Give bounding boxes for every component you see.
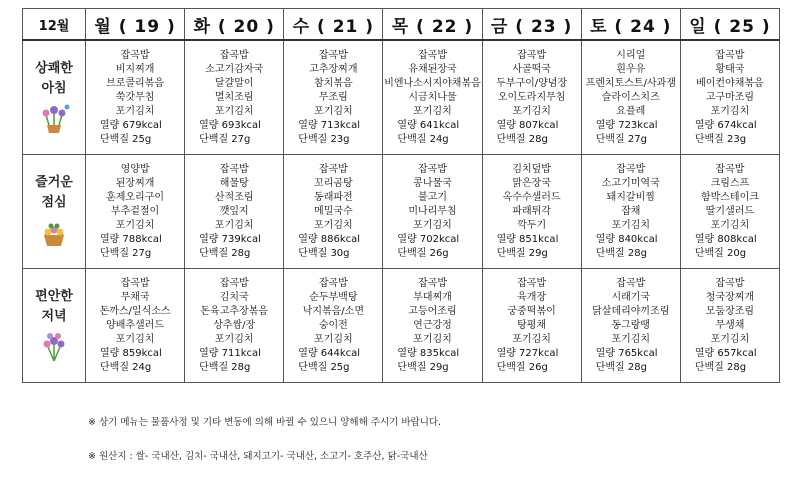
menu-item: 상추쌈/장 [213, 319, 256, 331]
menu-cell-lunch-wed [284, 155, 383, 269]
menu-item: 청국장찌개 [705, 291, 755, 303]
menu-item: 불고기 [418, 191, 447, 203]
menu-item: 미나리무침 [408, 205, 457, 217]
menu-item: 잡곡밥 [418, 163, 447, 175]
flower-bunch-icon [23, 329, 85, 367]
menu-item: 프렌치토스트/사과잼 [585, 77, 676, 89]
calorie-value: 열량 835kcal [397, 347, 460, 359]
menu-item: 흰우유 [616, 63, 646, 75]
menu-item: 딸기샐러드 [705, 205, 755, 217]
menu-item: 깍두기 [517, 219, 547, 231]
day-name: 일 [689, 16, 707, 37]
menu-item: 잡곡밥 [715, 163, 745, 175]
menu-item: 베이컨야채볶음 [696, 77, 764, 89]
disclaimer-note: ※ 상기 메뉴는 물품사정 및 기타 변동에 의해 바뀔 수 있으니 양해해 주시기 바랍니다. [88, 417, 442, 428]
day-date: ( 21 ) [317, 16, 375, 37]
menu-item: 탕평채 [517, 319, 547, 331]
menu-cell-breakfast-mon [86, 40, 185, 155]
menu-cell-breakfast-tue [185, 40, 284, 155]
menu-cell-dinner-fri [482, 269, 581, 383]
menu-item: 함박스테이크 [700, 191, 759, 203]
menu-cell-lunch-tue [185, 155, 284, 269]
menu-item: 포기김치 [710, 105, 750, 117]
menu-item: 포기김치 [512, 333, 551, 345]
menu-item: 양배추샐러드 [106, 319, 165, 331]
calorie-value: 열량 859kcal [100, 347, 162, 359]
menu-item: 깻잎지 [219, 205, 249, 217]
menu-item: 잡곡밥 [318, 49, 348, 61]
day-date: ( 24 ) [614, 16, 672, 37]
menu-item: 멸치조림 [214, 91, 254, 103]
menu-item: 포기김치 [611, 333, 651, 345]
protein-value: 단백질 30g [298, 247, 350, 259]
menu-item: 잡곡밥 [120, 277, 150, 289]
protein-value: 단백질 27g [199, 133, 251, 145]
day-header-fri [482, 9, 581, 41]
menu-item: 낙지볶음/소면 [302, 305, 365, 317]
calorie-value: 열량 840kcal [595, 233, 658, 245]
protein-value: 단백질 28g [595, 361, 647, 373]
day-name: 금 [490, 16, 509, 37]
protein-value: 단백질 26g [397, 247, 449, 259]
menu-item: 쑥갓무침 [115, 91, 155, 103]
menu-cell-breakfast-sun [680, 40, 779, 155]
menu-item: 무조림 [318, 91, 348, 103]
menu-item: 시금치나물 [408, 91, 457, 103]
menu-item: 시래기국 [611, 291, 651, 303]
flower-basket-icon [23, 215, 85, 253]
calorie-value: 열량 713kcal [298, 119, 361, 131]
day-name: 월 [94, 16, 112, 37]
calorie-value: 열량 644kcal [298, 347, 361, 359]
menu-item: 잡곡밥 [120, 49, 150, 61]
menu-item: 포기김치 [710, 333, 750, 345]
menu-item: 소고기미역국 [601, 177, 660, 189]
menu-item: 된장찌개 [115, 177, 155, 189]
menu-item: 잡곡밥 [318, 277, 348, 289]
calorie-value: 열량 641kcal [397, 119, 460, 131]
weekly-menu-table [22, 8, 780, 383]
menu-item: 돈육고추장볶음 [200, 305, 269, 317]
menu-item: 잡곡밥 [517, 49, 547, 61]
meal-label-breakfast [23, 40, 86, 155]
menu-cell-dinner-sun [680, 269, 779, 383]
protein-value: 단백질 25g [100, 133, 152, 145]
protein-value: 단백질 28g [694, 361, 747, 373]
menu-item: 비엔나소시지야채볶음 [384, 77, 481, 89]
menu-item: 무채국 [120, 291, 150, 303]
protein-value: 단백질 28g [199, 361, 251, 373]
menu-item: 포기김치 [214, 105, 254, 117]
protein-value: 단백질 29g [397, 361, 449, 373]
protein-value: 단백질 26g [496, 361, 548, 373]
calorie-value: 열량 674kcal [694, 119, 757, 131]
menu-item: 모둠장조림 [705, 305, 755, 317]
flower-pot-icon [23, 101, 85, 139]
menu-item: 동그랑땡 [611, 319, 651, 331]
day-name: 목 [391, 16, 410, 37]
menu-item: 오이도라지무침 [497, 91, 566, 103]
meal-label-line1: 즐거운 [35, 174, 73, 190]
protein-value: 단백질 23g [298, 133, 350, 145]
menu-item: 김치덮밥 [512, 163, 551, 175]
calorie-value: 열량 711kcal [199, 347, 261, 359]
menu-item: 비지찌개 [115, 63, 155, 75]
menu-item: 해물탕 [219, 177, 249, 189]
meal-row-lunch [23, 155, 780, 269]
protein-value: 단백질 28g [199, 247, 251, 259]
menu-item: 포기김치 [214, 219, 254, 231]
meal-row-breakfast [23, 40, 780, 155]
menu-cell-dinner-thu [383, 269, 482, 383]
menu-item: 잡곡밥 [517, 277, 547, 289]
meal-label-dinner [23, 269, 86, 383]
menu-cell-lunch-mon [86, 155, 185, 269]
menu-item: 콩나물국 [413, 177, 452, 189]
menu-item: 닭살데리야끼조림 [592, 305, 670, 317]
menu-item: 맑은장국 [512, 177, 551, 189]
calorie-value: 열량 693kcal [199, 119, 261, 131]
menu-item: 잡곡밥 [418, 49, 447, 61]
menu-item: 요플레 [616, 105, 646, 117]
protein-value: 단백질 27g [100, 247, 152, 259]
menu-item: 고추장찌개 [309, 63, 358, 75]
menu-item: 부대찌개 [413, 291, 452, 303]
menu-item: 산적조림 [214, 191, 254, 203]
menu-cell-lunch-sat [581, 155, 680, 269]
menu-item: 잡곡밥 [318, 163, 348, 175]
month-label: 12월 [23, 9, 86, 41]
menu-item: 메밀국수 [314, 205, 353, 217]
meal-label-line1: 편안한 [35, 288, 73, 304]
calorie-value: 열량 679kcal [100, 119, 162, 131]
protein-value: 단백질 27g [595, 133, 647, 145]
menu-item: 포기김치 [413, 219, 452, 231]
calorie-value: 열량 727kcal [496, 347, 559, 359]
menu-item: 고구마조림 [705, 91, 755, 103]
menu-cell-lunch-fri [482, 155, 581, 269]
menu-item: 포기김치 [413, 105, 452, 117]
calorie-value: 열량 739kcal [199, 233, 261, 245]
menu-item: 포기김치 [710, 219, 750, 231]
menu-cell-breakfast-thu [383, 40, 482, 155]
menu-cell-dinner-wed [284, 269, 383, 383]
day-name: 화 [193, 16, 211, 37]
calorie-value: 열량 851kcal [496, 233, 559, 245]
menu-item: 잡곡밥 [715, 49, 745, 61]
menu-item: 두부구이/양념장 [496, 77, 568, 89]
menu-item: 황태국 [715, 63, 745, 75]
day-date: ( 20 ) [217, 16, 275, 37]
meal-label-line1: 상쾌한 [35, 60, 73, 76]
calorie-value: 열량 788kcal [100, 233, 162, 245]
calorie-value: 열량 723kcal [595, 119, 658, 131]
menu-item: 포기김치 [611, 219, 651, 231]
menu-cell-dinner-tue [185, 269, 284, 383]
menu-item: 무생채 [715, 319, 745, 331]
menu-item: 포기김치 [314, 219, 353, 231]
menu-cell-breakfast-sat [581, 40, 680, 155]
menu-item: 영양밥 [120, 163, 150, 175]
protein-value: 단백질 29g [496, 247, 548, 259]
menu-item: 옥수수샐러드 [502, 191, 561, 203]
calorie-value: 열량 886kcal [298, 233, 361, 245]
menu-item: 시리얼 [616, 49, 646, 61]
menu-cell-breakfast-wed [284, 40, 383, 155]
menu-item: 숭이전 [318, 319, 348, 331]
menu-item: 잡곡밥 [715, 277, 745, 289]
day-header-mon [86, 9, 185, 41]
menu-item: 돼지갈비찜 [606, 191, 655, 203]
day-header-wed [284, 9, 383, 41]
meal-row-dinner [23, 269, 780, 383]
menu-item: 포기김치 [512, 105, 551, 117]
menu-cell-dinner-mon [86, 269, 185, 383]
protein-value: 단백질 25g [298, 361, 350, 373]
meal-label-line2: 저녁 [41, 308, 67, 324]
menu-item: 육개장 [517, 291, 547, 303]
menu-item: 포기김치 [314, 105, 353, 117]
day-name: 수 [292, 16, 311, 37]
menu-item: 잡곡밥 [616, 163, 646, 175]
protein-value: 단백질 28g [595, 247, 647, 259]
protein-value: 단백질 20g [694, 247, 747, 259]
menu-item: 잡곡밥 [219, 277, 249, 289]
menu-item: 훈제오리구이 [106, 191, 165, 203]
day-date: ( 25 ) [713, 16, 771, 37]
protein-value: 단백질 24g [397, 133, 449, 145]
day-date: ( 22 ) [416, 16, 474, 37]
menu-item: 포기김치 [115, 219, 155, 231]
menu-item: 고등어조림 [408, 305, 457, 317]
menu-item: 동래파전 [314, 191, 353, 203]
menu-item: 사골떡국 [512, 63, 551, 75]
day-header-tue [185, 9, 284, 41]
protein-value: 단백질 23g [694, 133, 747, 145]
day-name: 토 [590, 16, 608, 37]
menu-cell-lunch-thu [383, 155, 482, 269]
menu-item: 달걀말이 [214, 77, 254, 89]
menu-item: 소고기감자국 [205, 63, 264, 75]
calorie-value: 열량 765kcal [595, 347, 658, 359]
menu-item: 잡곡밥 [616, 277, 646, 289]
day-header-thu [383, 9, 482, 41]
menu-item: 부추겉절이 [110, 205, 160, 217]
day-header-sun [680, 9, 779, 41]
day-date: ( 19 ) [118, 16, 176, 37]
menu-item: 순두부백탕 [309, 291, 358, 303]
menu-item: 파래튀각 [512, 205, 551, 217]
menu-cell-breakfast-fri [482, 40, 581, 155]
menu-item: 잡곡밥 [418, 277, 447, 289]
meal-label-lunch [23, 155, 86, 269]
meal-label-line2: 점심 [41, 194, 67, 210]
menu-item: 잡곡밥 [219, 163, 249, 175]
menu-cell-dinner-sat [581, 269, 680, 383]
protein-value: 단백질 28g [496, 133, 548, 145]
menu-item: 돈까스/일식소스 [99, 305, 171, 317]
footnotes [88, 414, 441, 482]
menu-item: 슬라이스치즈 [601, 91, 660, 103]
menu-item: 크림스프 [710, 177, 750, 189]
menu-item: 궁중떡볶이 [507, 305, 556, 317]
calorie-value: 열량 807kcal [496, 119, 559, 131]
menu-item: 브로콜리볶음 [106, 77, 165, 89]
menu-item: 포기김치 [314, 333, 353, 345]
menu-item: 김치국 [219, 291, 249, 303]
menu-item: 포기김치 [115, 105, 155, 117]
meal-label-line2: 아침 [41, 80, 67, 96]
day-date: ( 23 ) [515, 16, 573, 37]
header-row [23, 9, 780, 41]
menu-item: 잡곡밥 [219, 49, 249, 61]
origin-note: ※ 원산지 : 쌀- 국내산, 김치- 국내산, 돼지고기- 국내산, 소고기- 호주산, 닭-국내산 [88, 451, 428, 462]
calorie-value: 열량 808kcal [694, 233, 757, 245]
menu-item: 유채된장국 [408, 63, 457, 75]
menu-item: 참치볶음 [314, 77, 353, 89]
menu-item: 포기김치 [115, 333, 155, 345]
protein-value: 단백질 24g [100, 361, 152, 373]
day-header-sat [581, 9, 680, 41]
meal-rows [23, 40, 780, 383]
menu-item: 연근강정 [413, 319, 452, 331]
menu-item: 꼬리곰탕 [314, 177, 353, 189]
calorie-value: 열량 702kcal [397, 233, 460, 245]
menu-item: 포기김치 [413, 333, 452, 345]
menu-cell-lunch-sun [680, 155, 779, 269]
calorie-value: 열량 657kcal [694, 347, 757, 359]
menu-item: 포기김치 [214, 333, 254, 345]
menu-item: 잡채 [621, 205, 641, 217]
